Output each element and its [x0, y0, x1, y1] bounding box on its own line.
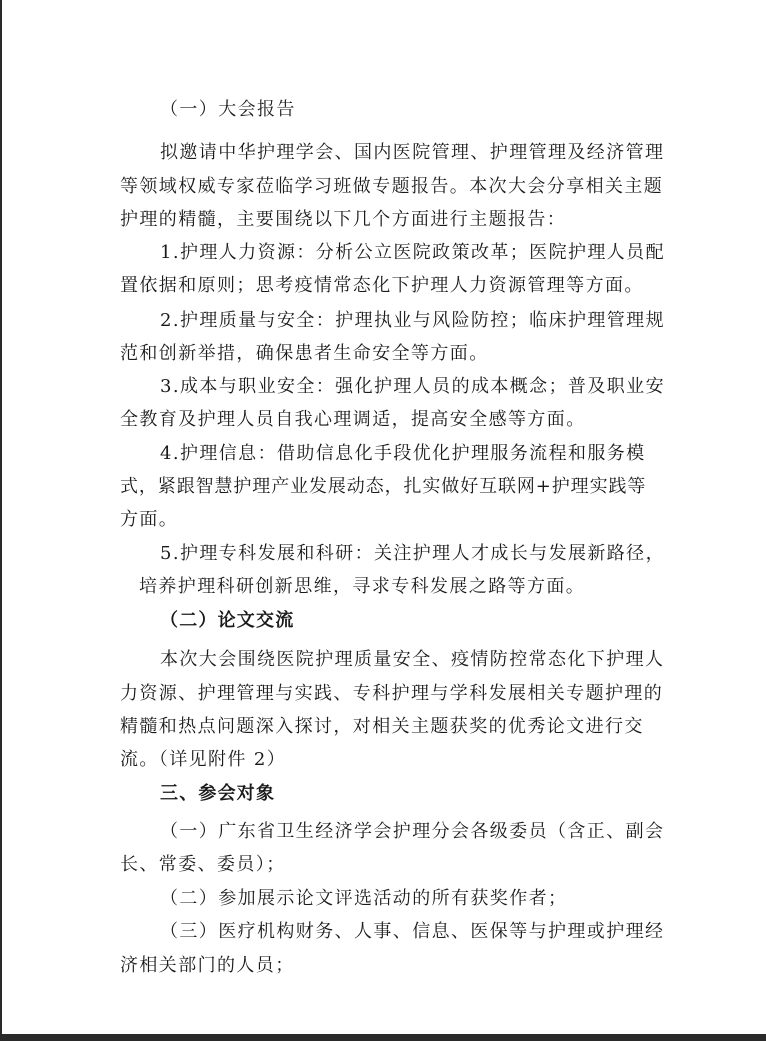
- list-item-line: 3.成本与职业安全：强化护理人员的成本概念；普及职业安: [160, 376, 665, 397]
- paragraph-line: 精髓和热点问题深入探讨，对相关主题获奖的优秀论文进行交: [120, 716, 644, 737]
- list-item-line: 培养护理科研创新思维，寻求专科发展之路等方面。: [139, 576, 586, 597]
- page-border-left: [0, 0, 2, 1041]
- participant-line: 长、常委、委员）；: [120, 854, 286, 875]
- paragraph-line: 力资源、护理管理与实践、专科护理与学科发展相关专题护理的: [120, 683, 664, 704]
- list-item-line: 5.护理专科发展和科研：关注护理人才成长与发展新路径，: [160, 543, 665, 564]
- participant-line: （三）医疗机构财务、人事、信息、医保等与护理或护理经: [160, 921, 665, 942]
- list-item-line: 2.护理质量与安全：护理执业与风险防控；临床护理管理规: [160, 310, 665, 331]
- heading-participants: 三、参会对象: [160, 783, 276, 804]
- participant-line: （二）参加展示论文评选活动的所有获奖作者；: [160, 888, 568, 909]
- heading-paper-exchange: （二）论文交流: [160, 610, 295, 631]
- list-item-line: 1.护理人力资源：分析公立医院政策改革；医院护理人员配: [160, 242, 665, 263]
- heading-conference-report: （一）大会报告: [160, 99, 296, 120]
- page-border-bottom: [0, 1034, 766, 1041]
- list-item-line: 全教育及护理人员自我心理调适，提高安全感等方面。: [120, 409, 586, 430]
- paragraph-line: 等领域权威专家莅临学习班做专题报告。本次大会分享相关主题: [120, 176, 664, 197]
- participant-line: 济相关部门的人员；: [120, 955, 295, 976]
- list-item-line: 式，紧跟智慧护理产业发展动态，扎实做好互联网+护理实践等: [120, 476, 647, 497]
- paragraph-line: 本次大会围绕医院护理质量安全、疫情防控常态化下护理人: [160, 649, 665, 670]
- paragraph-line: 流。（详见附件 2）: [120, 749, 287, 770]
- list-item-line: 4.护理信息：借助信息化手段优化护理服务流程和服务模: [160, 443, 646, 464]
- paragraph-line: 拟邀请中华护理学会、国内医院管理、护理管理及经济管理: [160, 142, 665, 163]
- list-item-line: 范和创新举措，确保患者生命安全等方面。: [120, 343, 489, 364]
- list-item-line: 置依据和原则；思考疫情常态化下护理人力资源管理等方面。: [120, 275, 644, 296]
- list-item-line: 方面。: [120, 509, 179, 530]
- participant-line: （一）广东省卫生经济学会护理分会各级委员（含正、副会: [160, 821, 665, 842]
- paragraph-line: 护理的精髓，主要围绕以下几个方面进行主题报告：: [120, 209, 567, 230]
